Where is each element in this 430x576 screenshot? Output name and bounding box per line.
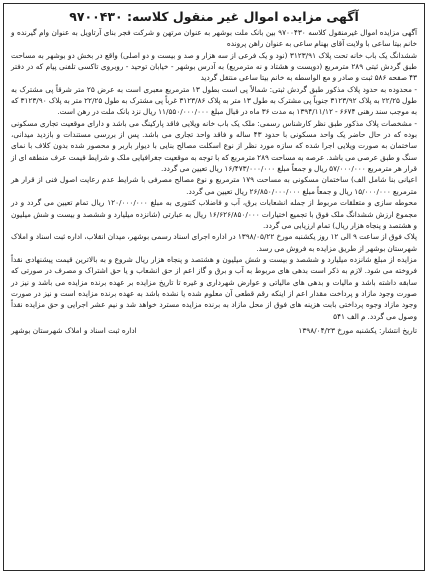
notice-paragraph: پلاک فوق از ساعت ۹ الی ۱۲ روز یکشنبه مورخ ۱۳۹۸/۰۵/۲۲ در اداره اجرای اسناد رسمی بوشهر، میدان انقلاب، اداره ثبت اسناد و املاک شهرستان بوشهر از طریق مزایده به فروش می رسد. — [11, 232, 418, 253]
notice-paragraph: مزایده از مبلغ شانزده میلیارد و ششصد و بیست و شش میلیون و هشتصد و پنجاه هزار ریال شروع و به بالاترین قیمت پیشنهادی نقداً فروخته می شود. لازم به ذکر است بدهی های مربوط به آب و برق و گاز اعم از حق انشعاب و یا حق اشتراک و مصرف در صورتی که سابقه داشته باشد و مالیات و بدهی های مالیاتی و عوارض شهرداری و غیره تا تاریخ مزایده بر عهده برنده مزایده می باشد و نیز در صورت وجود مازاد و پرداخت مقدار اعم از اینکه رقم قطعی آن معلوم شده یا نشده باشد به عهده برنده مزایده است و نیز در صورت وجود مازاد وجوه پرداختی بابت هزینه های فوق از محل مازاد به برنده مزایده مسترد خواهد شد و نیم عشر اجرایی و حق مزایده نقداً وصول می گردد. م الف ۵۴۱ — [11, 254, 417, 321]
notice-paragraph: آگهی مزایده اموال غیرمنقول کلاسه ۹۷۰۰۴۳۰ بین بانک ملت بوشهر به عنوان مرتهن و شرکت فجر بنای آرتاویل به عنوان وام گیرنده و خانم بیتا ساعی با ولایت آقای بهنام ساعی به عنوان راهن پرونده — [11, 28, 418, 49]
publication-date: تاریخ انتشار: یکشنبه مورخ ۱۳۹۸/۰۴/۲۳ — [298, 325, 417, 335]
notice-title: آگهی مزایده اموال غیر منقول کلاسه: ۹۷۰۰۴۳۰ — [69, 9, 359, 24]
notice-paragraph: محوطه سازی و متعلقات مربوط از جمله انشعابات برق، آب و فاضلاب کنتوری به مبلغ ۱۲۰/۰۰۰/۰۰۰ ریال تمام تعیین می گردد و در مجموع ارزش ششدانگ ملک فوق با تجمیع اختیارات ۱۶/۶۲۶/۸۵۰/۰۰۰ ریال به عبارتی (شانزده میلیارد و ششصد و بیست و شش میلیون و هشتصد و پنجاه هزار ریال) تمام ارزیابی می گردد. — [11, 198, 418, 230]
notice-frame — [3, 3, 425, 571]
notice-paragraph: اعیانی بنا شامل الف) ساختمان مسکونی به مساحت ۱۷۹ مترمربع و نوع مصالح مصرفی با شرایط عدم رعایت اصول فنی از قرار هر مترمربع ۱۵/۰۰۰/۰۰۰ ریال و جمعاً مبلغ ۲۶/۸۵۰/۰۰۰/۰۰۰ ریال تعیین می گردد. — [11, 175, 417, 196]
notice-paragraph: ششدانگ یک باب خانه تحت پلاک ۳۱۲۳/۹۱ (نود و یک فرعی از سه هزار و صد و بیست و دو اصلی) واقع در بخش دو بوشهر به مساحت طبق گردش ثبتی ۲۸۹ مترمربع (دویست و هشتاد و نه مترمربع) به آدرس بوشهر - خیابان توحید - روبروی تاکسی تلفنی پیام که در دفتر ۴۳ صفحه ۵۸۶ ثبت و صادر و مع الواسطه به خانم بیتا ساعی منتقل گردید — [11, 50, 418, 83]
issuing-office: اداره ثبت اسناد و املاک شهرستان بوشهر — [11, 325, 137, 335]
notice-paragraph: - محدوده به حدود پلاک مذکور طبق گردش ثبتی: شمالاً پی است بطول ۱۳ مترمربع معبری است به عرض ۲۵ متر شرقاً پی مشترک به طول ۲۲/۲۵ به پلاک ۳۱۲۳/۹۲ جنوباً پی مشترک به طول ۱۳ متر به پلاک ۳۱۲۳/۸۶ غرباً پی مشترک به طول ۲۲/۲۵ متر به پلاک ۳۱۲۳/۹۰ که به موجب سند رهنی ۶۶۷۴ - ۱۳۹۴/۱۱/۱۲ به مدت ۳۶ ماه در قبال مبلغ ۱۱/۵۵۰/۰۰۰/۰۰۰ ریال نزد بانک ملت در رهن است. — [11, 84, 418, 117]
notice-footer — [11, 325, 417, 336]
notice-paragraph: - مشخصات پلاک مذکور طبق نظر کارشناس رسمی: ملک یک باب خانه ویلایی فاقد پارکینگ می باشد و دارای موقعیت تجاری مسکونی بوده که در حال حاضر یک واحد مسکونی با حدود ۴۳ ساله و فاقد واحد تجاری می باشد. پس از بررسی مستندات و بازدید میدانی، ساختمان به صورت ویلایی اجرا شده که سازه مورد نظر از نوع اسکلت مصالح بنایی با دیوار باربر و محصور شده بدون کلاف با نمای سنگ و طبق عرصی می باشد. عرصه به مساحت ۲۸۹ مترمربع که با توجه به موقعیت جغرافیایی ملک و شرایط قیمت عرف منطقه ای از قرار هر مترمربع ۵۷/۰۰۰/۰۰۰ ریال و جمعاً مبلغ ۱۶/۴۷۳/۰۰۰/۰۰۰ ریال تعیین می گردد. — [11, 118, 417, 174]
